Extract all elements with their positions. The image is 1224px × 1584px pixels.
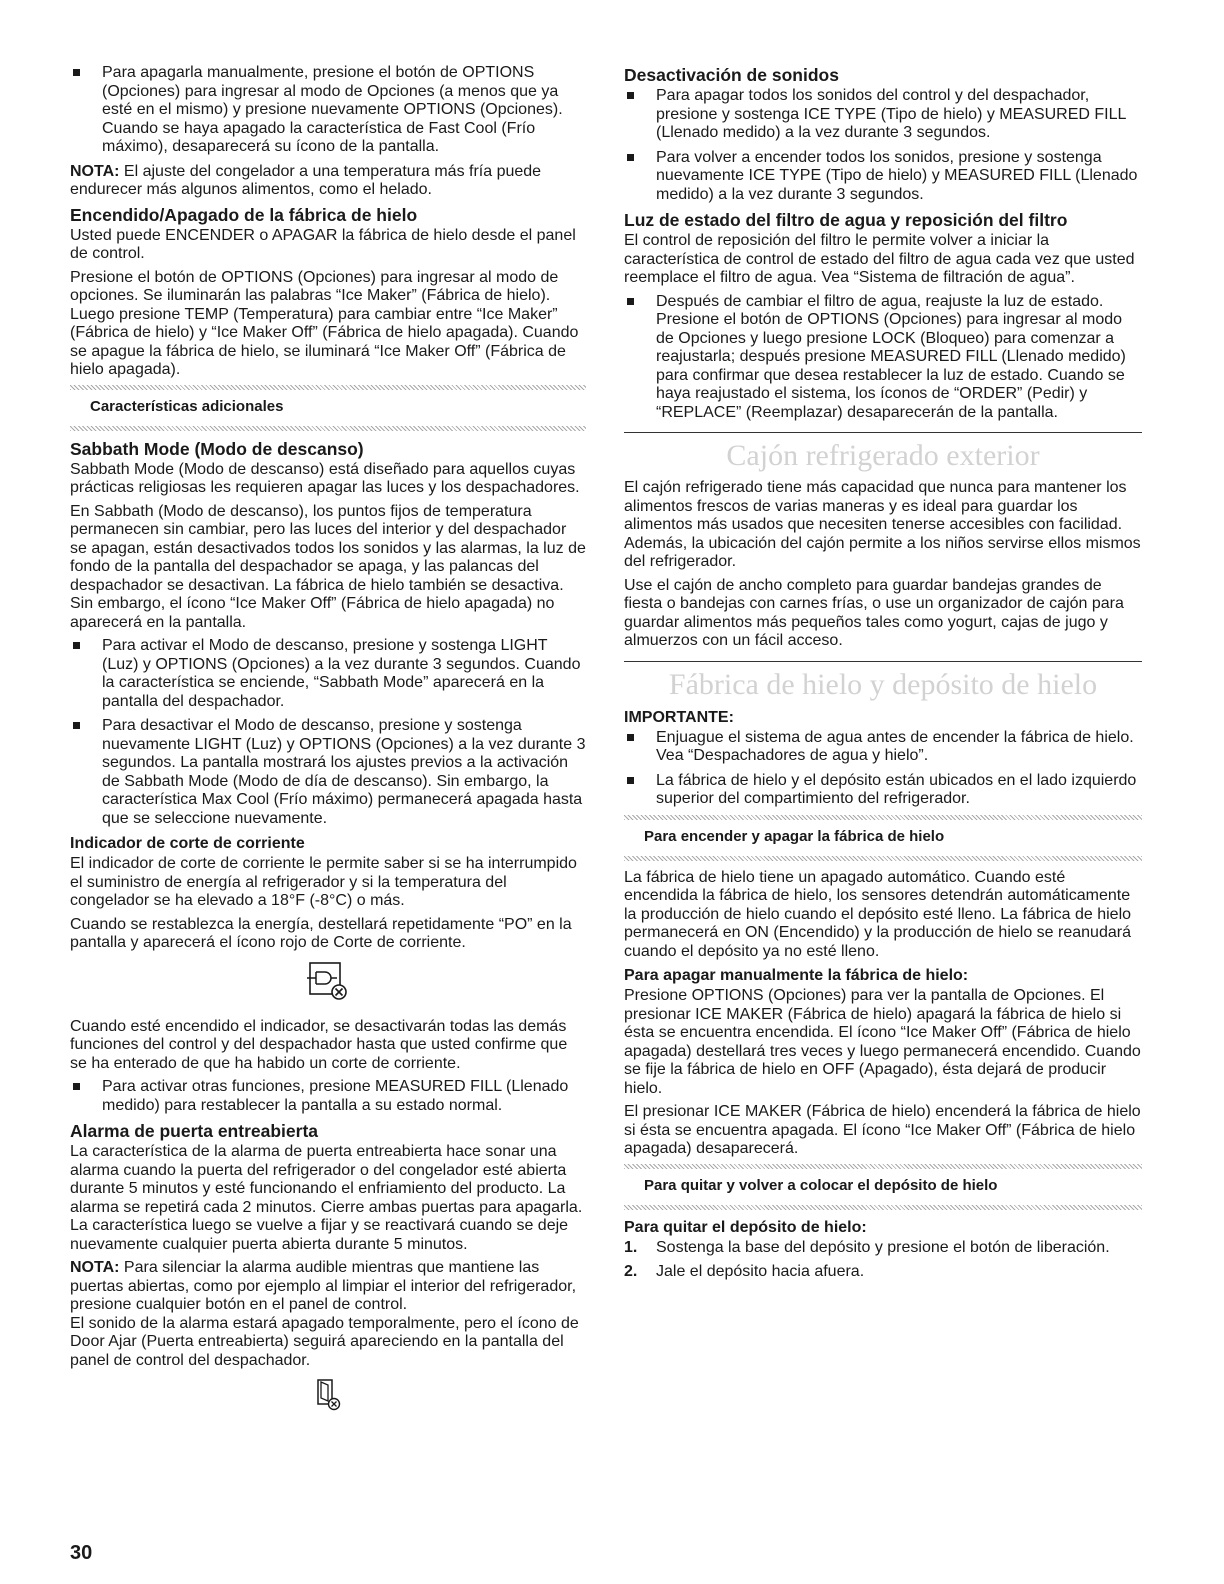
band-label: Para encender y apagar la fábrica de hielo: [644, 827, 945, 845]
list-item: Para activar el Modo de descanso, presione y sostenga LIGHT (Luz) y OPTIONS (Opciones) a la vez durante 3 segundos. Cuando la característica se enciende, “Sabbath Mode” aparecerá en la pantalla del despachador.: [70, 637, 586, 711]
section-band-bin: [624, 1164, 1142, 1210]
paragraph: El cajón refrigerado tiene más capacidad que nunca para mantener los alimentos frescos de varias maneras y es ideal para guardar los alimentos más usados que necesiten tenerse accesibles con facilidad. Además, la ubicación del cajón permite a los niños servirse ellos mismos del refrigerador.: [624, 479, 1141, 570]
note-label: NOTA:: [70, 162, 120, 180]
paragraph: Presione el botón de OPTIONS (Opciones) para ingresar al modo de opciones. Se iluminarán las palabras “Ice Maker” (Fábrica de hielo). Luego presione TEMP (Temperatura) para cambiar entre “Ice Maker” (Fábrica de hielo) y “Ice Maker Off” (Fábrica de hielo apagada). Cuando se apague la fábrica de hielo, se iluminará “Ice Maker Off” (Fábrica de hielo apagada).: [70, 268, 579, 378]
paragraph: Sabbath Mode (Modo de descanso) está diseñado para aquellos cuyas prácticas religiosas les requieren apagar las luces y los despachadores.: [70, 460, 580, 496]
right-column: [624, 64, 1142, 1288]
section-band-features: [70, 385, 586, 431]
step-item: [624, 1263, 1142, 1282]
power-list: [70, 1078, 586, 1115]
heading-sound-off: Desactivación de sonidos: [624, 65, 839, 85]
paragraph: Use el cajón de ancho completo para guardar bandejas grandes de fiesta o bandejas con carnes frías, o use un organizador de cajón para guardar alimentos más pequeños tales como yogurt, cajas de jugo y almuerzos con un fácil acceso.: [624, 576, 1124, 649]
list-item: Para desactivar el Modo de descanso, presione y sostenga nuevamente LIGHT (Luz) y OPTIONS (Opciones) a la vez durante 3 segundos. La pantalla mostrará los ajustes previos a la activación de Sabbath Mode (Modo de día de descanso). Sin embargo, la característica Max Cool (Frío máximo) permanecerá apagada hasta que se seleccione nuevamente.: [70, 717, 586, 828]
paragraph: El presionar ICE MAKER (Fábrica de hielo) encenderá la fábrica de hielo si ésta se encuentra apagada. El ícono “Ice Maker Off” (Fábrica de hielo apagada) desaparecerá.: [624, 1103, 1141, 1157]
paragraph: La fábrica de hielo tiene un apagado automático. Cuando esté encendida la fábrica de hielo, los sensores detendrán automáticamente la producción de hielo cuando el depósito esté lleno. La fábrica de hielo permanecerá en ON (Encendido) y la producción de hielo se reanudará cuando el depósito ya no esté lleno.: [624, 868, 1132, 960]
heading-sabbath: Sabbath Mode (Modo de descanso): [70, 438, 364, 459]
paragraph: El control de reposición del filtro le permite volver a iniciar la característica de control de estado del filtro de agua cada vez que usted reemplace el filtro de agua. Vea “Sistema de filtración de agua”.: [624, 232, 1135, 286]
divider: [624, 432, 1142, 433]
list-item: Para apagar todos los sonidos del control y del despachador, presione y sostenga ICE TYPE (Tipo de hielo) y MEASURED FILL (Llenado medido) a la vez durante 3 segundos.: [624, 87, 1142, 143]
door-ajar-icon: [70, 1376, 586, 1417]
note-freezer: [70, 163, 586, 200]
list-item: La fábrica de hielo y el depósito están ubicados en el lado izquierdo superior del compartimiento del refrigerador.: [624, 772, 1142, 809]
list-item: Después de cambiar el filtro de agua, reajuste la luz de estado. Presione el botón de OPTIONS (Opciones) para ingresar al modo de Opciones y luego presione LOCK (Bloqueo) para comenzar a reajustarla; después presione MEASURED FILL (Llenado medido) para confirmar que desea restablecer la luz de estado. Cuando se haya reajustado el sistema, los íconos de “ORDER” (Pedir) y “REPLACE” (Reemplazar) desaparecerán de la pantalla.: [624, 293, 1142, 423]
section-title-drawer: Cajón refrigerado exterior: [726, 439, 1040, 472]
left-column: [70, 64, 586, 1427]
list-item: Para activar otras funciones, presione MEASURED FILL (Llenado medido) para restablecer la pantalla a su estado normal.: [70, 1078, 586, 1115]
fastcool-bullet: Para apagarla manualmente, presione el botón de OPTIONS (Opciones) para ingresar al modo de Opciones (a menos que ya esté en el mismo) y presione nuevamente OPTIONS (Opciones). Cuando se haya apagado la característica de Fast Cool (Frío máximo), desaparecerá su ícono de la pantalla.: [70, 64, 586, 157]
divider: [624, 661, 1142, 662]
sabbath-list: [70, 637, 586, 828]
paragraph: Usted puede ENCENDER o APAGAR la fábrica de hielo desde el panel de control.: [70, 226, 576, 262]
page-number: 30: [70, 1542, 93, 1564]
heading-door-alarm: Alarma de puerta entreabierta: [70, 1121, 319, 1141]
steps-list: [624, 1239, 1142, 1282]
paragraph: En Sabbath (Modo de descanso), los puntos fijos de temperatura permanecen sin cambiar, pero las luces del interior y del despachador se apagan, están desactivados todos los sonidos y las alarmas, la luz de fondo de la pantalla del despachador se apaga, y las palancas del despachador se desactivan. La fábrica de hielo también se desactiva. Sin embargo, el ícono “Ice Maker Off” (Fábrica de hielo apagada) no aparecerá en la pantalla.: [70, 502, 586, 631]
paragraph: Cuando se restablezca la energía, destellará repetidamente “PO” en la pantalla y aparecerá el ícono rojo de Corte de corriente.: [70, 915, 572, 951]
filter-list: [624, 293, 1142, 423]
heading-remove-bin: Para quitar el depósito de hielo:: [624, 1218, 867, 1236]
paragraph: Cuando esté encendido el indicador, se desactivarán todas las demás funciones del control y del despachador hasta que usted confirme que se ha enterado de que ha habido un corte de corriente.: [70, 1017, 568, 1072]
important-list: [624, 729, 1142, 809]
paragraph: La característica de la alarma de puerta entreabierta hace sonar una alarma cuando la puerta del refrigerador o del congelador esté abierta durante 5 minutos y esté funcionando el enfriamiento del producto. La alarma se repetirá cada 2 minutos. Cierre ambas puertas para apagarla. La característica luego se vuelve a fijar y se reactivará cuando se deje nuevamente cualquier puerta abierta durante 5 minutos.: [70, 1143, 583, 1253]
step-number: 1.: [624, 1238, 638, 1256]
step-text: Jale el depósito hacia afuera.: [656, 1263, 865, 1280]
step-number: 2.: [624, 1263, 638, 1280]
heading-manual-off: Para apagar manualmente la fábrica de hielo:: [624, 967, 969, 984]
step-item: [624, 1239, 1142, 1258]
important-label: IMPORTANTE:: [624, 708, 734, 726]
step-text: Sostenga la base del depósito y presione el botón de liberación.: [656, 1238, 1110, 1256]
note-text: Para silenciar la alarma audible mientras que mantiene las puertas abiertas, como por ejemplo al limpiar el interior del refrigerador, presione cualquier botón en el panel de control.: [70, 1259, 577, 1313]
note-text: El ajuste del congelador a una temperatura más fría puede endurecer más algunos alimentos, como el helado.: [70, 162, 542, 198]
sound-list: [624, 87, 1142, 204]
heading-power-outage: Indicador de corte de corriente: [70, 835, 305, 852]
list-item: Enjuague el sistema de agua antes de encender la fábrica de hielo. Vea “Despachadores de agua y hielo”.: [624, 729, 1142, 766]
heading-icemaker-onoff: Encendido/Apagado de la fábrica de hielo: [70, 204, 418, 225]
band-label: Para quitar y volver a colocar el depósito de hielo: [644, 1176, 998, 1194]
list-item: Para volver a encender todos los sonidos, presione y sostenga nuevamente ICE TYPE (Tipo de hielo) y MEASURED FILL (Llenado medido) a la vez durante 3 segundos.: [624, 149, 1142, 205]
note-door: [70, 1259, 586, 1315]
paragraph: El sonido de la alarma estará apagado temporalmente, pero el ícono de Door Ajar (Puerta entreabierta) seguirá apareciendo en la pantalla del panel de control del despachador.: [70, 1314, 579, 1369]
note-label: NOTA:: [70, 1259, 120, 1276]
band-label: Características adicionales: [90, 397, 284, 415]
fastcool-list: [70, 64, 586, 157]
power-outage-icon: [70, 959, 586, 1008]
section-band-onoff: [624, 815, 1142, 861]
section-title-icemaker: Fábrica de hielo y depósito de hielo: [668, 667, 1098, 701]
heading-filter-status: Luz de estado del filtro de agua y reposición del filtro: [624, 210, 1068, 230]
paragraph: Presione OPTIONS (Opciones) para ver la pantalla de Opciones. El presionar ICE MAKER (Fábrica de hielo) apagará la fábrica de hielo si ésta se encuentra encendida. El ícono “Ice Maker Off” (Fábrica de hielo apagada) destellará tres veces y luego permanecerá encendido. Cuando se fije la fábrica de hielo en OFF (Apagado), ésta dejará de producir hielo.: [624, 987, 1141, 1097]
paragraph: El indicador de corte de corriente le permite saber si se ha interrumpido el suministro de energía al refrigerador y si la temperatura del congelador se ha elevado a 18°F (-8°C) o más.: [70, 855, 577, 909]
